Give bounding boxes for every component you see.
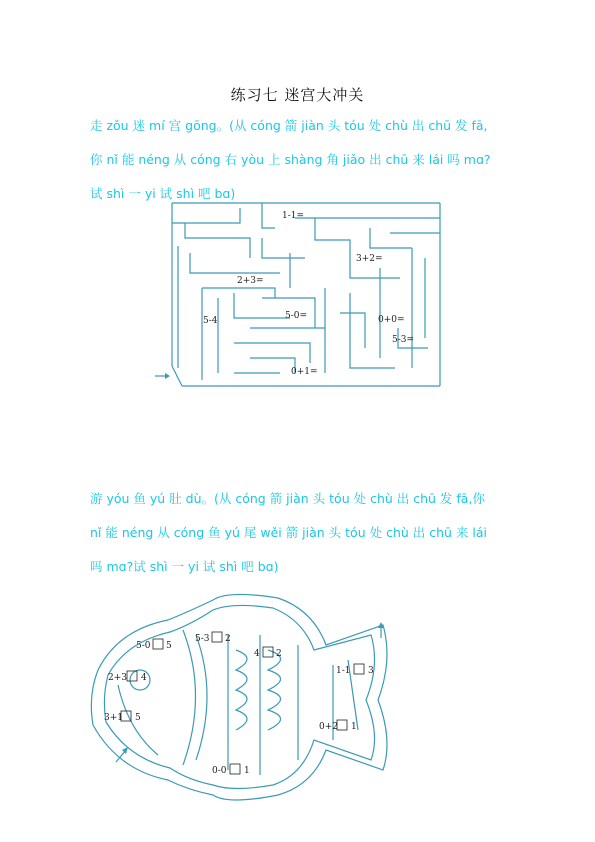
fish-expr: 5-3 xyxy=(195,634,210,644)
fish-answer: 4 xyxy=(141,673,147,683)
fish-label xyxy=(108,671,147,683)
fish-answer: 1 xyxy=(351,722,357,732)
fish-label xyxy=(195,632,231,644)
maze-label: 2+3= xyxy=(237,276,264,286)
answer-box[interactable] xyxy=(212,632,222,642)
maze-label: 3+2= xyxy=(356,254,383,264)
maze-label: 1-1= xyxy=(282,211,305,221)
fish-answer: 2 xyxy=(276,649,282,659)
fish-answer: 5 xyxy=(166,641,172,651)
instruction-line: 吗 mɑ?试 shì 一 yi 试 shì 吧 bɑ) xyxy=(90,559,279,574)
maze-label: 5-4 xyxy=(203,316,218,326)
maze-label: 5-0= xyxy=(285,311,308,321)
fish-answer: 1 xyxy=(244,766,250,776)
fish-label xyxy=(254,647,282,659)
fish-maze xyxy=(88,590,418,805)
fish-label xyxy=(336,664,374,676)
fish-label xyxy=(136,639,172,651)
fish-outline xyxy=(91,594,387,800)
start-arrow-icon xyxy=(155,373,170,379)
instruction-line: nǐ 能 néng 从 cóng 鱼 yú 尾 wěi 箭 jiàn 头 tóu 处 chù 出 chū 来 lái xyxy=(90,525,488,540)
instruction-line: 试 shì 一 yi 试 shì 吧 bɑ) xyxy=(90,186,236,201)
fish-label xyxy=(319,720,357,732)
instruction-line: 走 zǒu 迷 mí 宫 gōng。(从 cóng 箭 jiàn 头 tóu 处 chù 出 chū 发 fā, xyxy=(90,118,488,133)
answer-box[interactable] xyxy=(337,720,347,730)
fish-answer: 3 xyxy=(368,666,374,676)
fish-label xyxy=(104,711,141,723)
page-title: 练习七 迷宫大冲关 xyxy=(230,86,365,104)
fish-instruction xyxy=(90,489,510,591)
fish-expr: 0-0 xyxy=(212,766,227,776)
instruction-line: 游 yóu 鱼 yú 肚 dù。(从 cóng 箭 jiàn 头 tóu 处 chù 出 chū 发 fā,你 xyxy=(90,491,485,506)
answer-box[interactable] xyxy=(354,664,364,674)
fish-answer: 5 xyxy=(135,713,141,723)
answer-box[interactable] xyxy=(263,647,273,657)
fish-expr: 5-0 xyxy=(136,641,151,651)
fish-answer: 2 xyxy=(225,634,231,644)
fish-expr: 0+2 xyxy=(319,722,338,732)
maze-label: 0+0= xyxy=(378,315,405,325)
maze-label: 5-3= xyxy=(392,335,415,345)
instruction-line: 你 nǐ 能 néng 从 cóng 右 yòu 上 shàng 角 jiǎo 出 chū 来 lái 吗 mɑ? xyxy=(90,152,491,167)
fish-label xyxy=(212,764,250,776)
answer-box[interactable] xyxy=(127,671,137,681)
fish-expr: 4 xyxy=(254,649,260,659)
fish-expr: 1-1 xyxy=(336,666,351,676)
answer-box[interactable] xyxy=(230,764,240,774)
maze-walls xyxy=(172,203,440,386)
maze-label: 0+1= xyxy=(291,367,318,377)
answer-box[interactable] xyxy=(153,639,163,649)
fish-expr: 2+3 xyxy=(108,673,127,683)
maze xyxy=(150,198,450,393)
fish-expr: 3+1 xyxy=(104,713,123,723)
